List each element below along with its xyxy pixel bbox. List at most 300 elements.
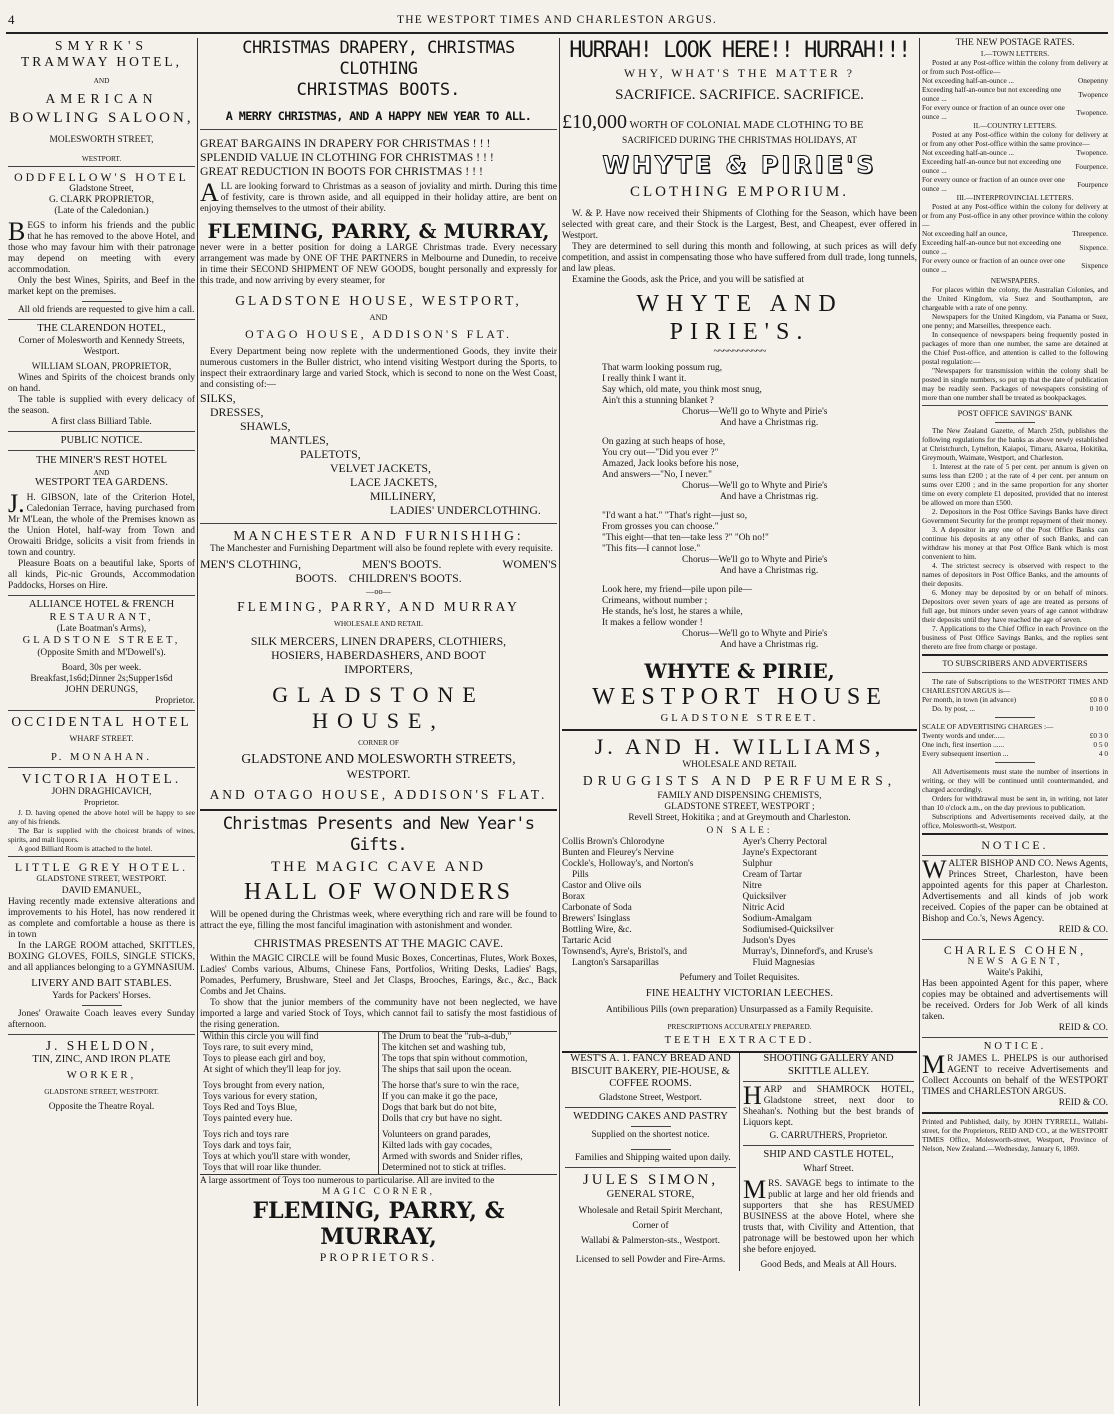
ad-text: MEN'S CLOTHING, xyxy=(200,557,302,571)
ad-heading: CLOTHING EMPORIUM. xyxy=(630,184,849,200)
section-heading: NOTICE. xyxy=(981,838,1049,852)
ad-text: GLADSTONE STREET, WESTPORT ; xyxy=(664,802,815,812)
subheading: NEWSPAPERS. xyxy=(990,276,1040,285)
verse-line: On gazing at such heaps of hose, xyxy=(602,436,726,447)
ad-heading: SACRIFICE. SACRIFICE. SACRIFICE. xyxy=(615,87,864,103)
ad-text: In the LARGE ROOM attached, SKITTLES, BOXING GLOVES, FOILS, SINGLE STICKS, and all appliances belonging to a GYMNASIUM. xyxy=(8,941,195,973)
ad-heading: NEWS AGENT, xyxy=(967,957,1063,967)
ad-heading: HOSIERS, HABERDASHERS, AND BOOT xyxy=(271,648,486,662)
ad-text: —oo— xyxy=(366,587,391,596)
ad-text: WHARF STREET. xyxy=(69,733,134,743)
ad-text: AND xyxy=(93,76,110,85)
ad-text: Good Beds, and Meals at All Hours. xyxy=(760,1259,897,1270)
ad-text: Wholesale and Retail Spirit Merchant, xyxy=(578,1205,723,1216)
rate-label: Not exceeding half-an-ounce ... xyxy=(922,76,1014,85)
divider xyxy=(565,1167,736,1168)
ad-text: G. CLARK PROPRIETOR, xyxy=(48,195,155,205)
ad-heading: PUBLIC NOTICE. xyxy=(60,434,143,446)
rates-table xyxy=(922,148,1108,193)
column-divider xyxy=(197,38,198,1406)
ad-heading: J. SHELDON, xyxy=(45,1037,158,1053)
divider xyxy=(200,129,557,130)
divider xyxy=(562,729,917,731)
divider xyxy=(743,1145,914,1146)
ad-heading: LIVERY AND BAIT STABLES. xyxy=(31,978,172,989)
ad-text: PROPRIETORS. xyxy=(319,1250,438,1264)
section-heading: NOTICE. xyxy=(983,1041,1047,1052)
sale-list-left xyxy=(562,837,737,969)
chorus-line: Chorus—We'll go to Whyte and Pirie's xyxy=(682,628,828,639)
sale-item: Nitre xyxy=(742,881,762,891)
ad-text: To show that the junior members of the community have not been neglected, we have imported a large and varied Stock of Toys, which cannot fail to satisfy the most fastidious of the rising generation. xyxy=(200,998,557,1030)
table-row xyxy=(922,704,1108,713)
ad-heading: TEETH EXTRACTED. xyxy=(664,1034,815,1046)
small-ads-right xyxy=(739,1053,917,1271)
ad-text: GLADSTONE STREET, WESTPORT. xyxy=(44,1086,159,1096)
rule-item: 3. A depositor in any one of the Post Office Banks can continue his deposits at any other of such Banks, and can withdraw his money at that Post Office Bank which is most convenient to him. xyxy=(922,525,1108,561)
sale-list xyxy=(562,837,917,969)
rate-label: Not exceeding half-an-ounce ... xyxy=(922,148,1014,157)
section-heading: THE NEW POSTAGE RATES. xyxy=(955,38,1075,48)
song-verse xyxy=(562,511,917,577)
ad-heading: A MERRY CHRISTMAS, AND A HAPPY NEW YEAR TO ALL. xyxy=(225,109,532,123)
divider xyxy=(82,1005,122,1006)
table-row xyxy=(922,85,1108,103)
ad-text: Subscriptions and Advertisements received daily, at the office, Molesworth-st, Westport. xyxy=(922,812,1108,830)
rule-item: 1. Interest at the rate of 5 per cent. per annum is given on sums less than £200 ; at the rate of 4 per cent. per annum on sums over £200 ; and in the same proportion for any shorter time on every complete £1 deposited, provided that no interest be allowed on more than £500. xyxy=(922,462,1108,507)
divider xyxy=(8,856,195,857)
divider xyxy=(922,855,1108,856)
ad-text: Breakfast,1s6d;Dinner 2s;Supper1s6d xyxy=(30,673,173,684)
ad-text: "Newspapers for transmission within the colony shall be posted in single numbers, so put up that the date of publication may be readily seen. Packages of newspapers consisting of more than one number shall be treated as bookpackages. xyxy=(922,366,1108,402)
sale-item: Judson's Dyes xyxy=(742,936,796,946)
sale-item: Collis Brown's Chlorodyne xyxy=(562,837,665,847)
ad-text: Wharf Street. xyxy=(803,1163,854,1174)
column-2 xyxy=(200,38,557,1406)
small-ads-left xyxy=(562,1053,739,1271)
ad-text: WILLIAM SLOAN, PROPRIETOR, xyxy=(31,361,172,372)
ad-heading: THE MINER'S REST HOTEL xyxy=(36,455,167,466)
small-ads xyxy=(562,1051,917,1271)
ad-heading: DRUGGISTS AND PERFUMERS, xyxy=(582,773,897,788)
rule-item: 6. Money may be deposited by or on behalf of minors. Depositors over seven years of age are treated as persons of full age, but minors under seven years of age cannot withdraw their deposits until they have reached the age of seven. xyxy=(922,588,1108,624)
ad-heading: ODDFELLOW'S HOTEL xyxy=(14,170,189,184)
divider xyxy=(8,595,195,596)
whyte-pirie-logo: WHYTE & PIRIE'S xyxy=(602,151,877,179)
poem-line: Kilted lads with gay cocades, xyxy=(382,1141,493,1151)
poem-line: If you can make it go the pace, xyxy=(382,1092,498,1102)
ad-heading: Christmas Presents and New Year's Gifts. xyxy=(222,814,535,855)
rule-item: 7. Applications to the Chief Office in each Province on the business of Post Office Savings Banks, and the replies sent thereto are free from charge or postage. xyxy=(922,624,1108,651)
sale-item: Langton's Sarsaparillas xyxy=(572,958,659,968)
ad-text: G. CARRUTHERS, Proprietor. xyxy=(769,1131,888,1141)
ad-text: Will be opened during the Christmas week, where everything rich and rare will be found to attract the eye, filling the most fanciful imagination with astonishment and wonder. xyxy=(200,910,557,931)
verse-line: "This eight—that ten—take less ?" "Oh no!" xyxy=(602,532,769,543)
poem-line: Toys that will roar like thunder. xyxy=(203,1163,322,1173)
postage-rates xyxy=(922,38,1108,402)
sale-item: Cockle's, Holloway's, and Norton's xyxy=(562,859,694,869)
ad-text: GLADSTONE STREET. xyxy=(660,712,819,724)
ad-tramway-hotel xyxy=(8,38,195,163)
ad-heading: HURRAH! LOOK HERE!! HURRAH!!! xyxy=(569,38,910,63)
chorus-line: And have a Christmas rig. xyxy=(720,565,819,576)
ad-text: W. & P. Have now received their Shipments of Clothing for the Season, which have been selected with great care, and their Stock is the Largest, Best, and Cheapest, ever offered in Westport. xyxy=(562,209,917,241)
subscription-table xyxy=(922,695,1108,713)
sale-item: Bunten and Fleurey's Nervine xyxy=(562,848,674,858)
ad-heading: FLEMING, PARRY, & MURRAY, xyxy=(252,1198,505,1250)
ad-text: PRESCRIPTIONS ACCURATELY PREPARED. xyxy=(667,1021,812,1031)
table-row xyxy=(922,148,1108,157)
ad-heading: VICTORIA HOTEL. xyxy=(21,771,182,786)
ad-text: Gladstone Street, Westport. xyxy=(599,1092,702,1103)
ad-row xyxy=(200,557,557,571)
ad-text: GREAT REDUCTION IN BOOTS FOR CHRISTMAS ! ! ! xyxy=(200,164,483,178)
ad-heading: CHRISTMAS BOOTS. xyxy=(296,80,461,100)
ad-text: Proprietor. xyxy=(83,798,120,807)
sale-list-right xyxy=(743,837,918,969)
ad-text: CHILDREN'S BOOTS. xyxy=(348,571,462,585)
ad-heading: SHOOTING GALLERY AND xyxy=(763,1053,894,1064)
ad-heading: HALL OF WONDERS xyxy=(243,879,513,905)
ad-oddfellows-hotel xyxy=(8,170,195,316)
ad-charges-table xyxy=(922,731,1108,758)
ad-heading: WEDDING CAKES AND PASTRY xyxy=(573,1110,728,1122)
verse-line: Amazed, Jack looks before his nose, xyxy=(602,458,739,469)
ad-text: Families and Shipping waited upon daily. xyxy=(575,1153,731,1163)
rate-label: Exceeding half-an-ounce but not exceeding one ounce ... xyxy=(922,157,1062,175)
ad-text: Every Department being now replete with the undermentioned Goods, they invite their numerous customers in the Buller district, who intend visiting Westport during the Sports, to inspect their extraordinary large and varied Stock, which is second to none on the West Coast, and consisting of:— xyxy=(200,347,557,390)
poem-line: Determined not to stick at trifles. xyxy=(382,1163,506,1173)
ad-text: A first class Billiard Table. xyxy=(51,416,152,427)
rate-label: Exceeding half-an-ounce but not exceeding one ounce ... xyxy=(922,85,1062,103)
sale-item: Fluid Magnesias xyxy=(752,958,815,968)
sale-item: Quicksilver xyxy=(742,892,787,902)
ad-text: JOHN DERUNGS, xyxy=(65,684,138,695)
divider xyxy=(8,450,195,451)
ad-text: Orders for withdrawal must be sent in, in writing, not later than 10 o'clock a.m., on the day previous to publication. xyxy=(922,794,1108,812)
poem-line: Within this circle you will find xyxy=(203,1032,319,1042)
ad-occidental-hotel xyxy=(8,714,195,765)
poem-line: The ships that sail upon the ocean. xyxy=(382,1065,512,1075)
ad-heading: FINE HEALTHY VICTORIAN LEECHES. xyxy=(645,988,834,999)
sale-item: Pills xyxy=(572,870,589,880)
ad-heading: WESTPORT. xyxy=(346,767,411,781)
ad-williams-druggists xyxy=(562,734,917,1047)
ad-text: FAMILY AND DISPENSING CHEMISTS, xyxy=(657,791,822,801)
ad-heading: SKITTLE ALLEY. xyxy=(787,1065,869,1077)
ad-text: WOMEN'S xyxy=(502,557,557,571)
sale-item: Sodium-Amalgam xyxy=(742,914,812,924)
ad-whyte-pirie-emporium xyxy=(562,38,917,725)
divider xyxy=(200,523,557,524)
ad-text: MILLINERY, xyxy=(370,489,436,503)
divider xyxy=(922,405,1108,406)
ad-text: LADIES' UNDERCLOTHING. xyxy=(390,503,541,517)
table-row xyxy=(922,731,1108,740)
ad-heading: RESTAURANT, xyxy=(49,611,154,623)
sale-item: Nitric Acid xyxy=(742,903,785,913)
poem-left xyxy=(200,1032,378,1174)
table-row xyxy=(922,157,1108,175)
ad-heading: CHARLES COHEN, xyxy=(943,943,1087,957)
sale-item: Tartaric Acid xyxy=(562,936,612,946)
ad-text: Having recently made extensive alterations and improvements to his Hotel, has now rendered it as complete and comfortable a house as there is in town xyxy=(8,897,195,940)
ad-text: WORTH OF COLONIAL MADE CLOTHING TO BE xyxy=(629,120,864,131)
ad-row xyxy=(200,571,557,585)
ad-text: BEGS to inform his friends and the public that he has removed to the above Hotel, and those who may favour him with their patronage may depend on meeting with every accommodation. xyxy=(8,217,195,275)
verse-line: He stands, he's lost, he stares a while, xyxy=(602,606,743,617)
sale-item: Ayer's Cherry Pectoral xyxy=(742,837,828,847)
divider xyxy=(8,710,195,711)
poem-line: Toys at which you'll stare with wonder, xyxy=(203,1152,351,1162)
verse-line: "This fits—I cannot lose." xyxy=(602,543,701,554)
ad-heading: THE MAGIC CAVE AND xyxy=(271,859,486,875)
ad-text: J. D. having opened the above hotel will be happy to see any of his friends. xyxy=(8,808,195,826)
ad-signature: REID & CO. xyxy=(1058,925,1108,935)
ad-text: Proprietor. xyxy=(155,695,195,706)
ad-heading: SMYRK'S xyxy=(55,38,148,53)
rule-item: 2. Depositors in the Post Office Savings Banks have direct Government Security for the prompt repayment of their money. xyxy=(922,507,1108,525)
ad-text: (Late Boatman's Arms), xyxy=(56,624,147,634)
verse-line: "I'd want a hat." "That's right—just so, xyxy=(602,510,748,521)
rule-item: 4. The strictest secrecy is observed with respect to the names of depositors in Post Office Banks, and the amounts of their deposits. xyxy=(922,561,1108,588)
ad-text: Yards for Packers' Horses. xyxy=(52,990,151,1001)
sale-item: Castor and Olive oils xyxy=(562,881,642,891)
sale-item: Sulphur xyxy=(742,859,773,869)
ad-heading: GLADSTONE STREET, xyxy=(22,635,181,646)
ad-text: They are determined to sell during this month and following, at such prices as will defy competition, and assist in compensating those who have suffered from dull trade, long tunnels, and law pleas. xyxy=(562,242,917,274)
ad-text: The Bar is supplied with the choicest brands of wines, spirits, and malt liquors. xyxy=(8,826,195,844)
ad-heading: FLEMING, PARRY, AND MURRAY xyxy=(237,599,520,614)
ad-text: The table is supplied with every delicacy of the season. xyxy=(8,394,195,416)
ad-text: AND xyxy=(93,467,110,477)
ad-text: Posted at any Post-office within the colony from delivery at or from such Post-office— xyxy=(922,58,1108,76)
sale-item: Carbonate of Soda xyxy=(562,903,632,913)
divider xyxy=(743,1081,914,1082)
ad-heading: TRAMWAY HOTEL, xyxy=(21,54,182,69)
rates-table xyxy=(922,229,1108,274)
column-3 xyxy=(562,38,917,1406)
rate-value: 4 0 xyxy=(1098,749,1108,758)
chorus-line: Chorus—We'll go to Whyte and Pirie's xyxy=(682,406,828,417)
verse-line: Crimeans, without number ; xyxy=(602,595,708,606)
ad-heading: THE CLARENDON HOTEL, xyxy=(37,323,166,334)
subheading: SCALE OF ADVERTISING CHARGES :— xyxy=(922,722,1054,731)
ad-heading: AMERICAN xyxy=(45,91,158,106)
poem-line: Toys rare, to suit every mind, xyxy=(203,1043,313,1053)
ad-text: Waite's Pakihi, xyxy=(987,968,1043,978)
column-1 xyxy=(8,38,195,1406)
divider xyxy=(631,1149,671,1150)
verse-line: That warm looking possum rug, xyxy=(602,362,723,373)
ad-signature: REID & CO. xyxy=(1058,1023,1108,1033)
ad-text: SACRIFICED DURING THE CHRISTMAS HOLIDAYS, AT xyxy=(622,136,857,146)
ad-victoria-hotel xyxy=(8,771,195,853)
verse-line: And answers—"No, I never." xyxy=(602,469,712,480)
subheading: I.—TOWN LETTERS. xyxy=(980,49,1050,58)
ad-heading: LITTLE GREY HOTEL. xyxy=(14,860,189,874)
ad-text: MAGIC CORNER, xyxy=(322,1187,435,1197)
savings-bank xyxy=(922,409,1108,651)
ad-heading: P. MONAHAN. xyxy=(51,751,152,763)
divider xyxy=(995,422,1035,423)
song-verse xyxy=(562,585,917,651)
ad-text: SILKS, xyxy=(200,391,236,405)
ad-text: (Opposite Smith and M'Dowell's). xyxy=(37,647,166,658)
ad-text: Board, 30s per week. xyxy=(61,662,142,673)
ad-text: WALTER BISHOP AND CO. News Agents, Princes Street, Charleston, have been appointed agents for this paper at Charleston. Advertisements and all kinds of job work received. Copies of the paper can be obtained at Bishop and Co.'s, News Agency. xyxy=(922,855,1108,924)
divider xyxy=(922,833,1108,835)
poem-line: Armed with swords and Snider rifles, xyxy=(382,1152,523,1162)
ad-little-grey-hotel xyxy=(8,860,195,1031)
rate-label: Every subsequent insertion ... xyxy=(922,749,1009,758)
notices xyxy=(922,838,1108,1153)
ad-text: ALL are looking forward to Christmas as a season of joviality and mirth. During this time of festivity, care is thrown aside, and all equipped in their holiday attire, are bent on enjoying themselves to the utmost of their ability. xyxy=(200,178,557,214)
poem-line: Toys rich and toys rare xyxy=(203,1130,289,1140)
rate-value: £0 3 0 xyxy=(1089,731,1108,740)
ad-heading: CHRISTMAS PRESENTS AT THE MAGIC CAVE. xyxy=(253,936,504,950)
page-number: 4 xyxy=(8,12,15,27)
rate-value: Twopence. xyxy=(1076,107,1108,117)
verse-line: Look here, my friend—pile upon pile— xyxy=(602,584,752,595)
ad-text: Opposite the Theatre Royal. xyxy=(48,1101,155,1112)
chorus-line: And have a Christmas rig. xyxy=(720,491,819,502)
verse-line: You cry out—"Did you ever ?" xyxy=(602,447,719,458)
rate-label: For every ounce or fraction of an ounce over one ounce ... xyxy=(922,103,1065,121)
ad-text: Pefumery and Toilet Requisites. xyxy=(679,973,800,983)
ornament: ~~~~~~~~~~~ xyxy=(713,346,766,357)
ad-text: Examine the Goods, ask the Price, and you will be satisfied at xyxy=(572,275,804,285)
sale-item: Jayne's Expectorant xyxy=(742,848,817,858)
ad-sheldon xyxy=(8,1038,195,1113)
chorus-line: Chorus—We'll go to Whyte and Pirie's xyxy=(682,480,828,491)
rate-value: Sixpence. xyxy=(1079,242,1108,252)
table-row xyxy=(922,695,1108,704)
table-row xyxy=(922,740,1108,749)
ad-text: VELVET JACKETS, xyxy=(330,461,431,475)
ad-text: In consequence of newspapers being frequently posted in packages of more than one number, the same are detained at the Chief Post-office, and attention is called to the following postal regulation:— xyxy=(922,330,1108,366)
ad-text: DRESSES, xyxy=(210,405,264,419)
rate-value: Sixpence xyxy=(1081,260,1108,270)
ad-text: CORNER OF xyxy=(358,738,399,747)
sale-item: Murray's, Dinneford's, and Kruse's xyxy=(742,947,873,957)
divider xyxy=(8,319,195,320)
ad-text: BOOTS. xyxy=(295,571,337,585)
poem-right xyxy=(378,1032,557,1174)
ad-heading: GLADSTONE HOUSE, xyxy=(272,682,485,733)
rate-value: 0 10 0 xyxy=(1089,704,1108,713)
poem-line: Toys to please each girl and boy, xyxy=(203,1054,326,1064)
sale-item: Borax xyxy=(562,892,585,902)
rate-value: 0 5 0 xyxy=(1093,740,1108,749)
ad-text: AND xyxy=(369,313,388,322)
column-4 xyxy=(922,38,1108,1406)
newspaper-title: THE WESTPORT TIMES AND CHARLESTON ARGUS. xyxy=(397,14,717,26)
ad-text: Antibilious Pills (own preparation) Unsurpassed as a Family Requisite. xyxy=(606,1004,873,1015)
rate-value: Twopence xyxy=(1078,89,1108,99)
ad-text: Posted at any Post-office within the colony for delivery at or from any Post-office in any other province within the colony— xyxy=(922,202,1108,229)
ad-text: PALETOTS, xyxy=(300,447,361,461)
sale-item: Brewers' Isinglass xyxy=(562,914,631,924)
ad-text: The Manchester and Furnishing Department will also be found replete with every requisite. xyxy=(210,544,553,554)
rates-table xyxy=(922,76,1108,121)
rate-label: Twenty words and under...... xyxy=(922,731,1005,740)
poem-line: Toys painted every hue. xyxy=(203,1114,293,1124)
divider xyxy=(995,762,1035,763)
poem-line: Toys brought from every nation, xyxy=(203,1081,325,1091)
song-verse xyxy=(562,437,917,503)
ad-text: J.H. GIBSON, late of the Criterion Hotel, Caledonian Terrace, having purchased from Mr M'Lean, the whole of the Premises known as the Union Hotel, half-way from Town and Orowaiti Bridge, solicits a visit from friends in town and country. xyxy=(8,489,195,558)
poem-line: The Drum to beat the "rub-a-dub," xyxy=(382,1032,512,1042)
masthead-rule xyxy=(6,32,1108,34)
table-row xyxy=(922,238,1108,256)
rate-value: £0 8 0 xyxy=(1089,695,1108,704)
masthead xyxy=(0,0,1114,32)
ad-text: Only the best Wines, Spirits, and Beef in the market kept on the premises. xyxy=(8,276,195,297)
table-row xyxy=(922,103,1108,121)
ad-text: All old friends are requested to give him a call. xyxy=(18,305,195,315)
ad-text: WHOLESALE AND RETAIL xyxy=(682,760,797,770)
poem-line: Toys various for every station, xyxy=(203,1092,318,1102)
ad-heading: WHYTE & PIRIE, xyxy=(644,658,835,683)
poem-line: At sight of which they'll leap for joy. xyxy=(203,1065,342,1075)
rate-label: For every ounce or fraction of an ounce over one ounce ... xyxy=(922,256,1065,274)
divider xyxy=(200,809,557,811)
poem-line: Dogs that bark but do not bite, xyxy=(382,1103,497,1113)
divider xyxy=(922,1112,1108,1114)
ad-text: The rate of Subscriptions to the WESTPORT TIMES AND CHARLESTON ARGUS is— xyxy=(922,677,1108,695)
poem-line: Volunteers on grand parades, xyxy=(382,1130,491,1140)
ad-text: Newspapers for the United Kingdom, via Panama or Suez, one penny; and Marseilles, threepence each. xyxy=(922,312,1108,330)
ad-heading: GLADSTONE HOUSE, WESTPORT, xyxy=(235,293,522,308)
ad-text: All Advertisements must state the number of insertions in writing, or they will be continued until countermanded, and charged accordingly. xyxy=(922,767,1108,794)
ad-text: SPLENDID VALUE IN CLOTHING FOR CHRISTMAS ! ! ! xyxy=(200,150,494,164)
rate-label: Do. by post, ... xyxy=(932,704,975,713)
ad-heading: SHIP AND CASTLE HOTEL, xyxy=(763,1149,894,1160)
ad-heading: WESTPORT HOUSE xyxy=(592,683,887,710)
ad-text: WESTPORT. xyxy=(81,154,122,163)
song-verse xyxy=(562,363,917,429)
rate-value: Threepence. xyxy=(1072,229,1108,238)
ad-heading: IMPORTERS, xyxy=(344,662,413,676)
rate-label: Exceeding half-an-ounce but not exceeding one ounce ... xyxy=(922,238,1062,256)
ad-heading: FLEMING, PARRY, & MURRAY, xyxy=(207,219,550,243)
subheading: III.—INTERPROVINCIAL LETTERS. xyxy=(956,193,1074,202)
table-row xyxy=(922,749,1108,758)
ad-heading: OTAGO HOUSE, ADDISON'S FLAT. xyxy=(245,327,512,341)
ad-text: Within the MAGIC CIRCLE will be found Music Boxes, Concertinas, Flutes, Work Boxes, Ladies' Combs various, Albums, Chinese Fans, Portfolios, Writing Desks, Ladies' Bags, Pomades, Perfumery, Brushware, Steel and Jet Clasps, Brooches, Earings, &c., &c., Back Combs and Jet Chains. xyxy=(200,954,557,997)
chorus-line: And have a Christmas rig. xyxy=(720,639,819,650)
ad-heading: WHY, WHAT'S THE MATTER ? xyxy=(623,66,856,80)
ad-heading: WHYTE AND PIRIE'S. xyxy=(636,291,843,345)
column-divider xyxy=(919,38,920,1406)
sale-item: Townsend's, Ayre's, Bristol's, and xyxy=(562,947,687,957)
ad-amount: £10,000 xyxy=(562,111,627,133)
ad-heading: MANCHESTER AND FURNISHIHG: xyxy=(233,528,524,543)
ad-heading: BOWLING SALOON, xyxy=(9,110,194,126)
verse-line: I really think I want it. xyxy=(602,373,687,384)
ad-text: Wines and Spirits of the choicest brands only on hand. xyxy=(8,372,195,394)
ad-alliance-hotel xyxy=(8,599,195,707)
ad-heading: SILK MERCERS, LINEN DRAPERS, CLOTHIERS, xyxy=(250,634,507,648)
subscribers-advertisers xyxy=(922,659,1108,830)
poem-line: Toys dark and toys fair, xyxy=(203,1141,292,1151)
poem-line: The horse that's sure to win the race, xyxy=(382,1081,520,1091)
divider xyxy=(922,672,1108,673)
table-row xyxy=(922,229,1108,238)
ad-text: (Late of the Caledonian.) xyxy=(54,206,149,216)
ad-text: MANTLES, xyxy=(270,433,329,447)
